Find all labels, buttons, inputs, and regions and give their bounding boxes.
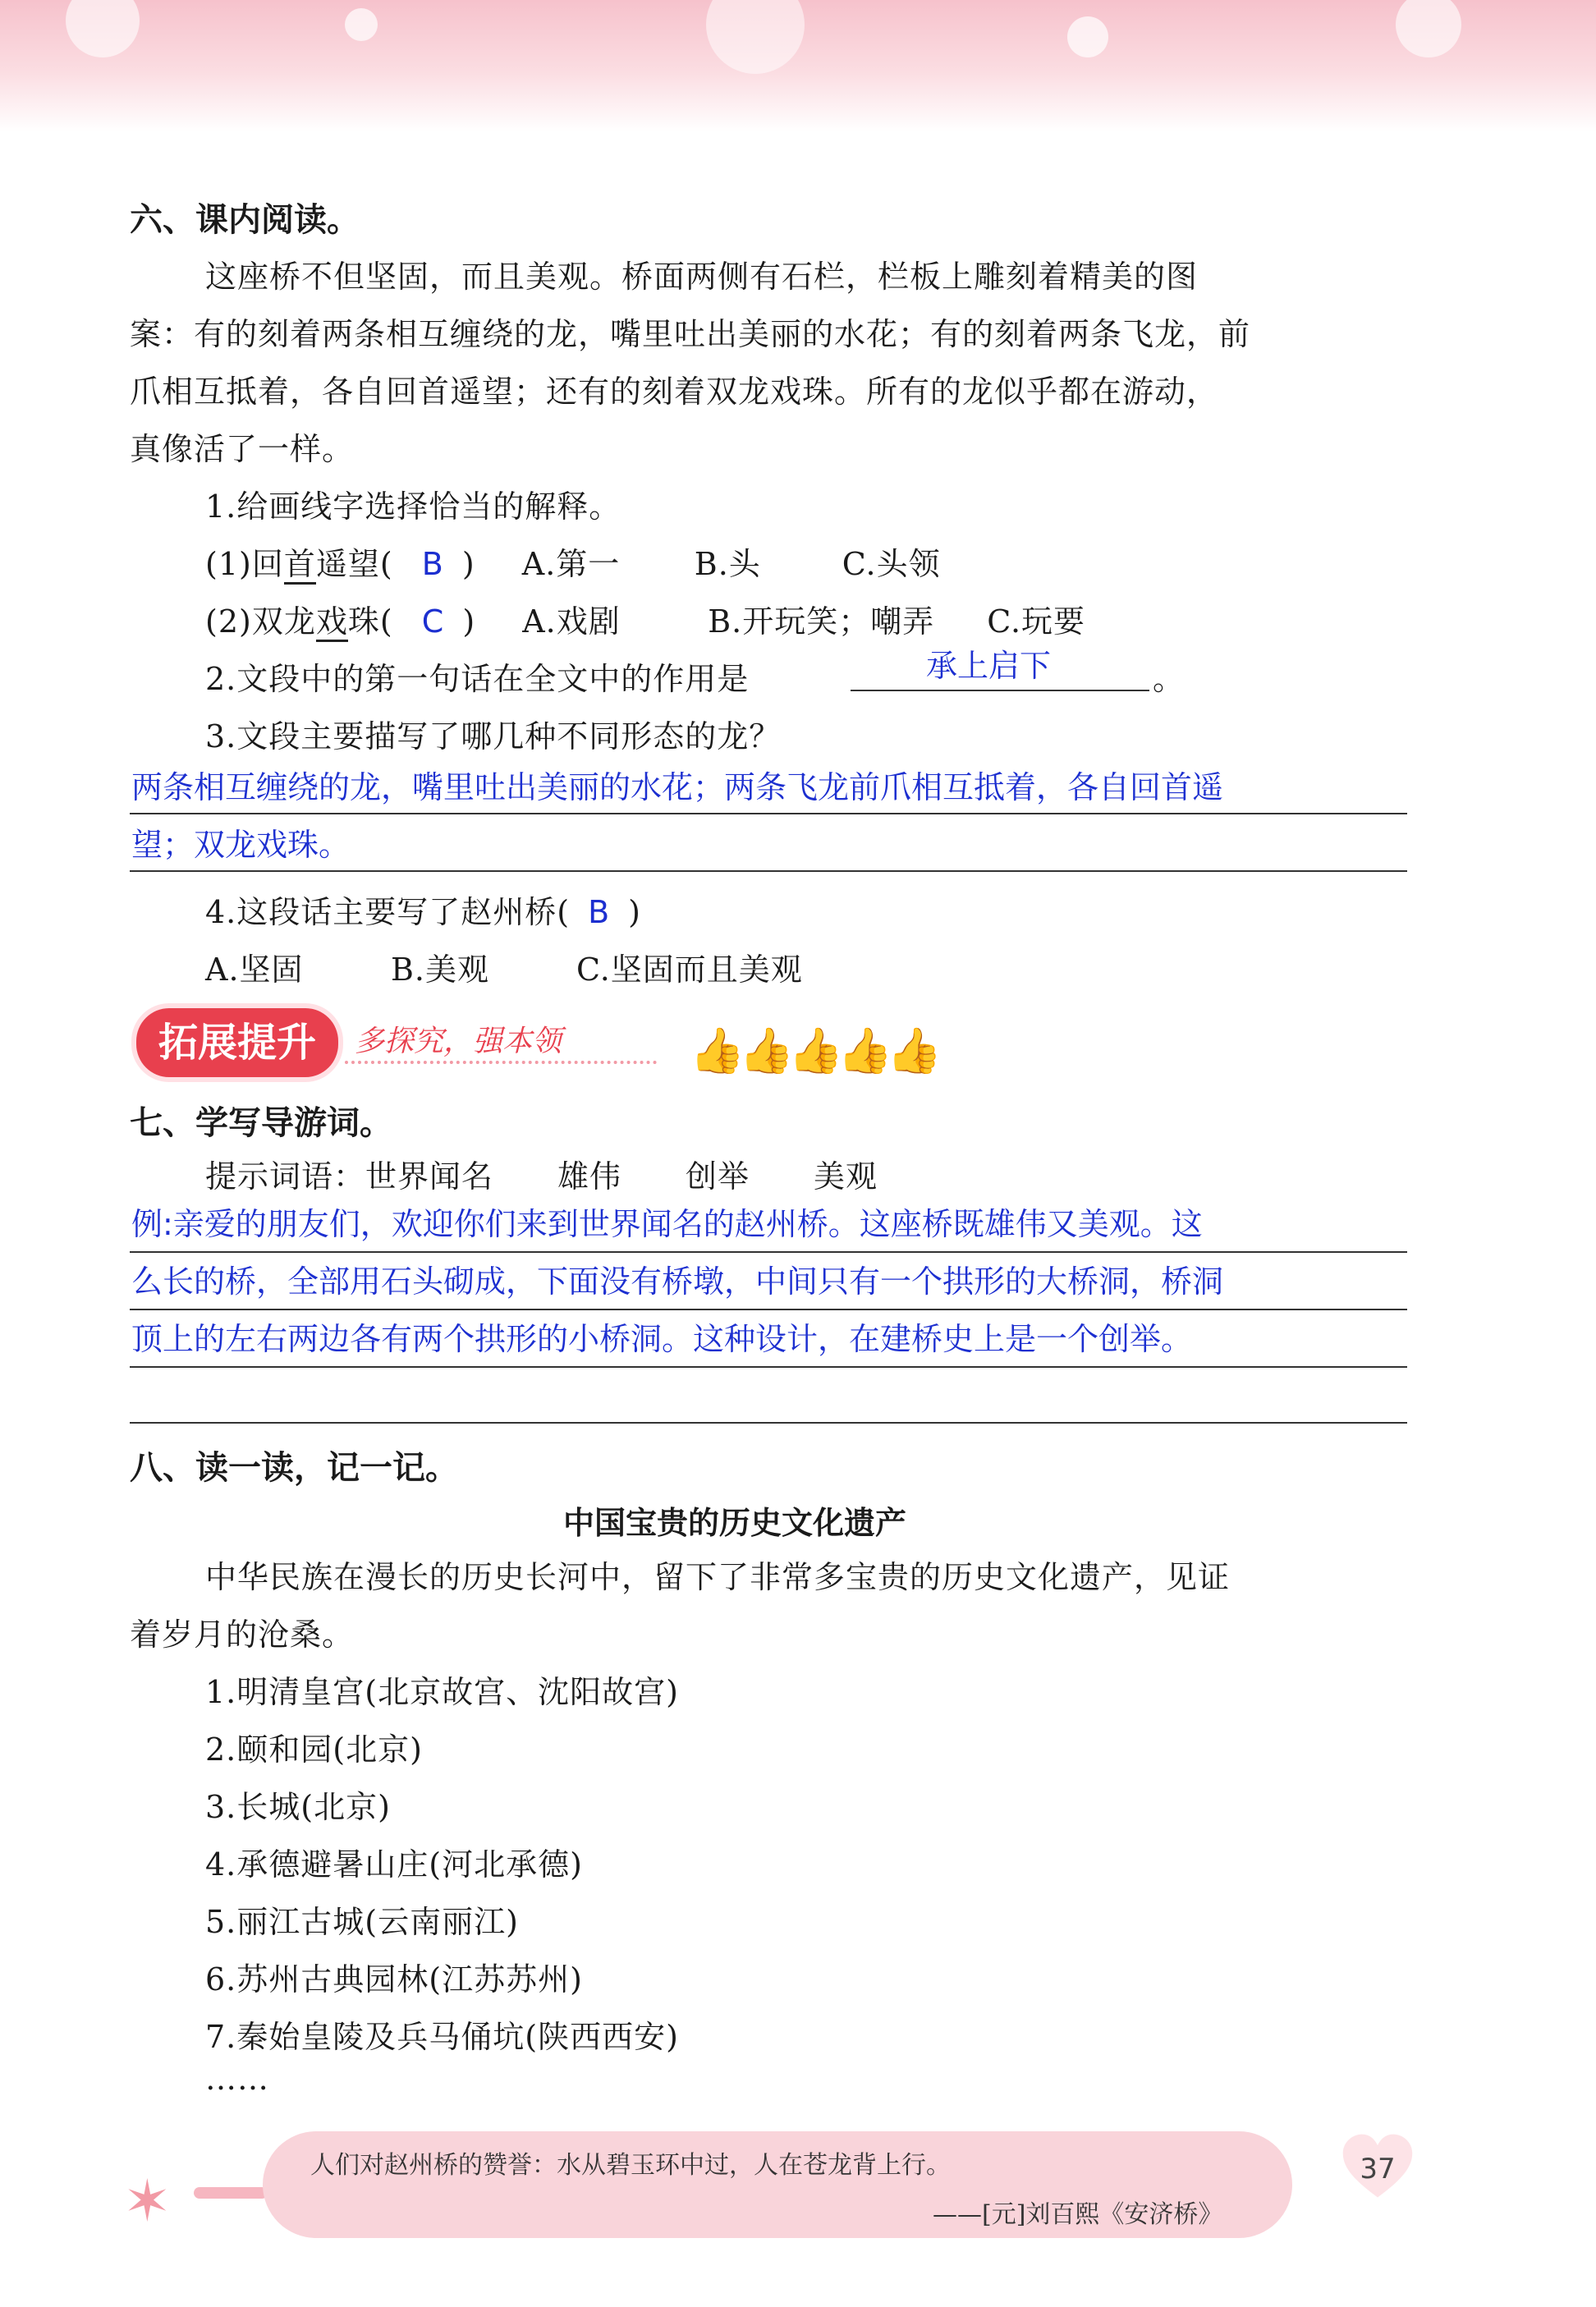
answer-rule: [130, 813, 1407, 814]
list-item: 2.颐和园(北京): [205, 1731, 423, 1768]
item-text: 珠(: [347, 603, 393, 640]
thumbs-up-icon: 👍: [739, 1025, 795, 1076]
option: A.第一: [521, 546, 621, 582]
extension-badge: 拓展提升: [136, 1008, 338, 1077]
thumbs-up-icon: 👍: [837, 1025, 893, 1076]
option: C.坚固而且美观: [576, 952, 803, 988]
option: C.玩要: [987, 603, 1086, 640]
question-1-item-1: [205, 539, 941, 584]
answer-choice: B: [588, 894, 611, 930]
option: B.开玩笑；嘲弄: [708, 603, 935, 640]
list-item: ……: [205, 2061, 269, 2097]
article-title: 中国宝贵的历史文化遗产: [563, 1505, 907, 1541]
question-1-prompt: 1.给画线字选择恰当的解释。: [205, 488, 621, 525]
item-text: (2)双龙: [205, 603, 316, 640]
question-2-prompt: 2.文段中的第一句话在全文中的作用是: [205, 661, 750, 697]
answer-blank: [851, 690, 1149, 691]
answer-rule: [130, 1309, 1407, 1310]
extension-slogan: 多探究，强本领: [355, 1025, 562, 1058]
passage-line: 真像活了一样。: [130, 431, 355, 467]
item-text: ): [462, 603, 476, 640]
guide-answer-line: 例:亲爱的朋友们，欢迎你们来到世界闻名的赵州桥。这座桥既雄伟又美观。这: [131, 1206, 1203, 1242]
option: C.头领: [842, 546, 941, 582]
header-circle: [1067, 16, 1108, 57]
question-4-prompt: 4.这段话主要写了赵州桥(: [205, 894, 571, 930]
thumbs-up-icon: 👍: [690, 1025, 745, 1076]
option: A.坚固: [205, 952, 304, 988]
decorative-beads: [194, 2187, 268, 2199]
question-2-end: 。: [1153, 661, 1186, 697]
question-3-answer-line: 望；双龙戏珠。: [131, 827, 351, 863]
option: B.头: [694, 546, 761, 582]
list-item: 5.丽江古城(云南丽江): [205, 1904, 519, 1940]
section-8-title: 八、读一读，记一记。: [130, 1449, 458, 1487]
answer-rule: [130, 870, 1407, 872]
underlined-char: 首: [284, 546, 316, 585]
list-item: 1.明清皇宫(北京故宫、沈阳故宫): [205, 1674, 679, 1710]
answer-choice: C: [421, 603, 445, 640]
starfish-icon: ✶: [123, 2167, 172, 2235]
answer-rule: [130, 1366, 1407, 1368]
intro-line: 着岁月的沧桑。: [130, 1617, 355, 1653]
list-item: 7.秦始皇陵及兵马俑坑(陕西西安): [205, 2019, 679, 2055]
option: A.戏剧: [522, 603, 621, 640]
guide-answer-line: 顶上的左右两边各有两个拱形的小桥洞。这种设计，在建桥史上是一个创举。: [131, 1321, 1193, 1357]
answer-rule: [130, 1422, 1407, 1424]
item-text: ): [628, 894, 641, 930]
passage-line: 爪相互抵着，各自回首遥望；还有的刻着双龙戏珠。所有的龙似乎都在游动，: [130, 374, 1219, 410]
question-2-answer: 承上启下: [926, 648, 1052, 684]
thumbs-up-icon: 👍: [788, 1025, 844, 1076]
question-3-prompt: 3.文段主要描写了哪几种不同形态的龙？: [205, 718, 782, 754]
hint-words: 提示词语：世界闻名 雄伟 创举 美观: [205, 1158, 878, 1195]
item-text: ): [461, 546, 475, 582]
question-1-item-2: [205, 596, 1085, 641]
answer-choice: B: [421, 546, 444, 582]
option: B.美观: [391, 952, 490, 988]
question-4: [205, 887, 641, 932]
question-3-answer-line: 两条相互缠绕的龙，嘴里吐出美丽的水花；两条飞龙前爪相互抵着，各自回首遥: [131, 769, 1224, 805]
list-item: 3.长城(北京): [205, 1789, 391, 1825]
passage-line: 这座桥不但坚固，而且美观。桥面两侧有石栏，栏板上雕刻着精美的图: [205, 259, 1199, 295]
underlined-char: 戏: [316, 603, 348, 642]
footer-source: ——[元]刘百熙《安济桥》: [933, 2200, 1223, 2229]
page-number: 37: [1360, 2153, 1396, 2185]
section-7-title: 七、学写导游词。: [130, 1104, 392, 1142]
list-item: 6.苏州古典园林(江苏苏州): [205, 1961, 583, 1997]
item-text: (1)回: [205, 546, 284, 582]
thumbs-up-icon: 👍: [887, 1025, 942, 1076]
question-4-options: [205, 944, 803, 989]
intro-line: 中华民族在漫长的历史长河中，留下了非常多宝贵的历史文化遗产，见证: [205, 1559, 1231, 1595]
list-item: 4.承德避暑山庄(河北承德): [205, 1846, 583, 1883]
item-text: 遥望(: [315, 546, 393, 582]
header-circle: [345, 8, 378, 41]
section-6-title: 六、课内阅读。: [130, 201, 360, 239]
passage-line: 案：有的刻着两条相互缠绕的龙，嘴里吐出美丽的水花；有的刻着两条飞龙，前: [130, 316, 1251, 352]
guide-answer-line: 么长的桥，全部用石头砌成，下面没有桥墩，中间只有一个拱形的大桥洞，桥洞: [131, 1264, 1224, 1300]
answer-rule: [130, 1251, 1407, 1253]
footer-quote: 人们对赵州桥的赞誉：水从碧玉环中过，人在苍龙背上行。: [310, 2151, 951, 2180]
banner-dotted-line: [345, 1061, 657, 1064]
